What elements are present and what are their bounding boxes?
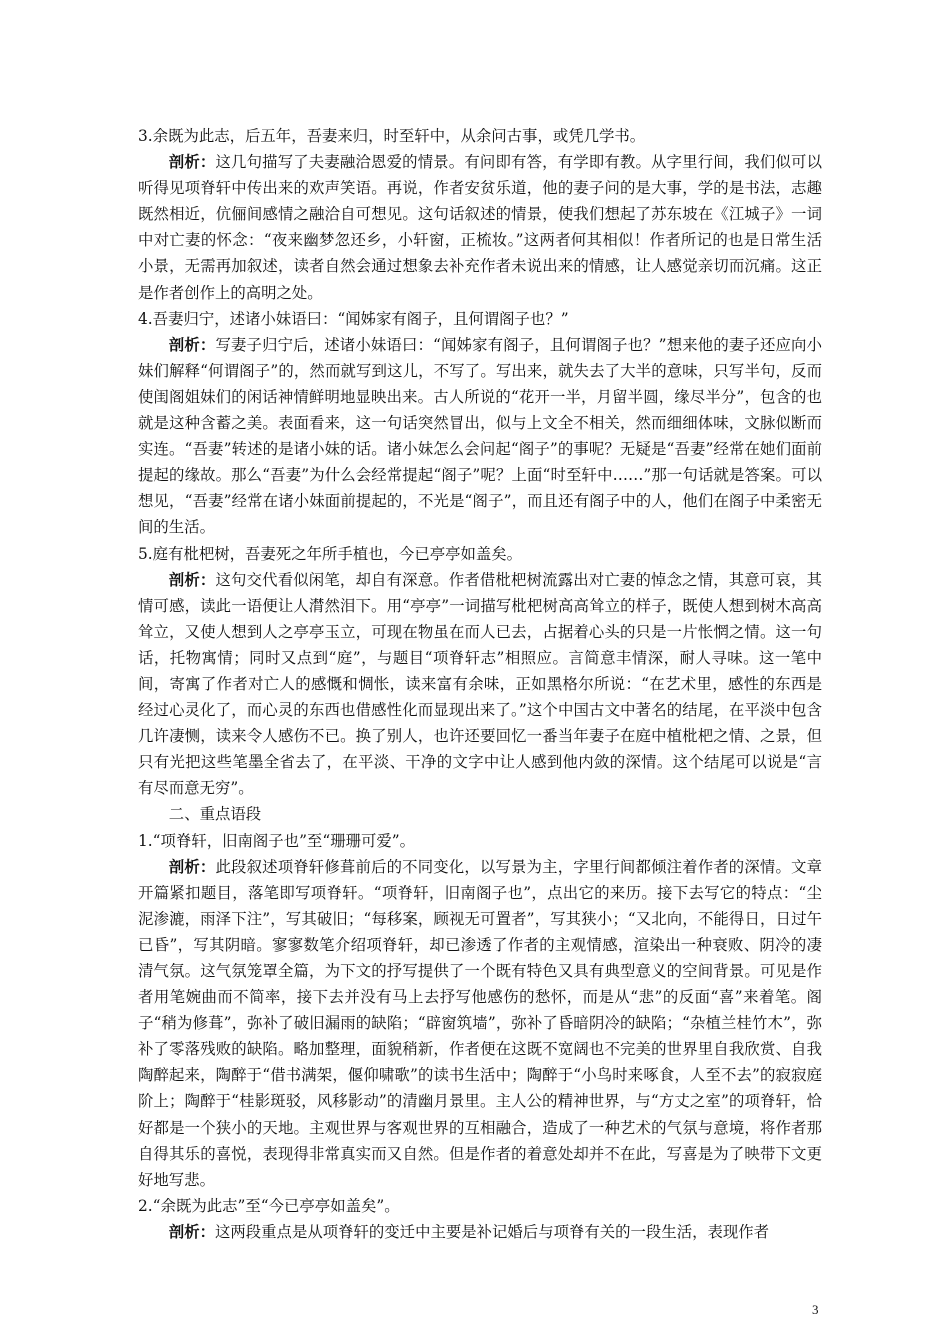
analysis-paragraph — [138, 1219, 822, 1245]
analysis-text: 这几句描写了夫妻融洽恩爱的情景。有问即有答，有学即有教。从字里行间，我们似可以听得见项脊轩中传出来的欢声笑语。再说，作者安贫乐道，他的妻子问的是大事，学的是书法，志趣既然相近，伉俪间感情之融洽自可想见。这句话叙述的情景，使我们想起了苏东坡在《江城子》一词中对亡妻的怀念：“夜来幽梦忽还乡，小轩窗，正梳妆。”这两者何其相似！作者所记的也是日常生活小景，无需再加叙述，读者自然会通过想象去补充作者未说出来的情感，让人感觉亲切而沉痛。这正是作者创作上的高明之处。 — [138, 153, 822, 302]
item-heading-3: 3.余既为此志，后五年，吾妻来归，时至轩中，从余问古事，或凭几学书。 — [138, 127, 646, 145]
analysis-label: 剖析： — [168, 1222, 215, 1241]
analysis-paragraph — [138, 149, 822, 306]
analysis-label: 剖析： — [168, 857, 216, 876]
analysis-text: 写妻子归宁后，述诸小妹语曰：“闻姊家有阁子，且何谓阁子也？”想来他的妻子还应向小妹们解释“何谓阁子”的，然而就写到这儿，不写了。写出来，就失去了大半的意味，只写半句，反而使闺阁姐妹们的闲话神情鲜明地显映出来。古人所说的“花开一半，月留半圆，缘尽半分”，包含的也就是这种含蓄之美。表面看来，这一句话突然冒出，似与上文全不相关，然而细细体味，文脉似断而实连。“吾妻”转述的是诸小妹的话。诸小妹怎么会问起“阁子”的事呢？无疑是“吾妻”经常在她们面前提起的缘故。那么“吾妻”为什么会经常提起“阁子”呢？上面“时至轩中……”那一句话就是答案。可以想见，“吾妻”经常在诸小妹面前提起的，不光是“阁子”，而且还有阁子中的人，他们在阁子中柔密无间的生活。 — [138, 335, 822, 537]
analysis-text: 此段叙述项脊轩修葺前后的不同变化，以写景为主，字里行间都倾注着作者的深情。文章开篇紧扣题目，落笔即写项脊轩。“项脊轩，旧南阁子也”，点出它的来历。接下去写它的特点：“尘泥渗漉，雨泽下注”，写其破旧；“每移案，顾视无可置者”，写其狭小；“又北向，不能得日，日过午已昏”，写其阴暗。寥寥数笔介绍项脊轩，却已渗透了作者的主观情感，渲染出一种衰败、阴冷的凄清气氛。这气氛笼罩全篇，为下文的抒写提供了一个既有特色又具有典型意义的空间背景。可见是作者用笔婉曲而不简率，接下去并没有马上去抒写他感伤的愁怀，而是从“悲”的反面“喜”来着笔。阁子“稍为修葺”，弥补了破旧漏雨的缺陷；“辟窗筑墙”，弥补了昏暗阴冷的缺陷；“杂植兰桂竹木”，弥补了零落残败的缺陷。略加整理，面貌稍新，作者便在这既不宽阔也不完美的世界里自我欣赏、自我陶醉起来，陶醉于“借书满架，偃仰啸歌”的读书生活中；陶醉于“小鸟时来啄食，人至不去”的寂寂庭阶上；陶醉于“桂影斑驳，风移影动”的清幽月景里。主人公的精神世界，与“方丈之室”的项脊轩，恰好都是一个狭小的天地。主观世界与客观世界的互相融合，造成了一种艺术的气氛与意境，将作者那自得其乐的喜悦，表现得非常真实而又自然。但是作者的着意处却并不在此，写喜是为了映带下文更好地写悲。 — [138, 857, 822, 1189]
analysis-text: 这两段重点是从项脊轩的变迁中主要是补记婚后与项脊有关的一段生活，表现作者 — [214, 1222, 770, 1241]
analysis-label: 剖析： — [168, 153, 216, 172]
analysis-text: 这句交代看似闲笔，却自有深意。作者借枇杷树流露出对亡妻的悼念之情，其意可哀，其情可感，读此一语便让人潸然泪下。用“亭亭”一词描写枇杷树高高耸立的样子，既使人想到树木高高耸立，又使人想到人之亭亭玉立，可现在物虽在而人已去，占据着心头的只是一片怅惘之情。这一句话，托物寓情；同时又点到“庭”，与题目“项脊轩志”相照应。言简意丰情深，耐人寻味。这一笔中间，寄寓了作者对亡人的感慨和惆怅，读来富有余味，正如黑格尔所说：“在艺术里，感性的东西是经过心灵化了，而心灵的东西也借感性化而显现出来了。”这个中国古文中著名的结尾，在平淡中包含几许凄恻，读来令人感伤不已。换了别人，也许还要回忆一番当年妻子在庭中植枇杷之情、之景，但只有光把这些笔墨全省去了，在平淡、干净的文字中让人感到他内敛的深情。这个结尾可以说是“言有尽而意无穷”。 — [138, 570, 822, 798]
analysis-paragraph — [138, 332, 822, 541]
passage-heading-2: 2.“余既为此志”至“今已亭亭如盖矣”。 — [138, 1196, 400, 1215]
page-number: 3 — [812, 1302, 819, 1317]
section-heading: 二、重点语段 — [168, 805, 262, 824]
analysis-paragraph — [138, 854, 822, 1193]
item-heading-4: 4.吾妻归宁，述诸小妹语曰：“闻姊家有阁子，且何谓阁子也？” — [138, 309, 569, 328]
analysis-label: 剖析： — [168, 335, 216, 354]
document-body — [138, 123, 822, 1245]
passage-heading-1: 1.“项脊轩，旧南阁子也”至“珊珊可爱”。 — [138, 831, 416, 850]
analysis-paragraph — [138, 567, 822, 802]
item-heading-5: 5.庭有枇杷树，吾妻死之年所手植也，今已亭亭如盖矣。 — [138, 544, 523, 563]
analysis-label: 剖析： — [168, 570, 216, 589]
